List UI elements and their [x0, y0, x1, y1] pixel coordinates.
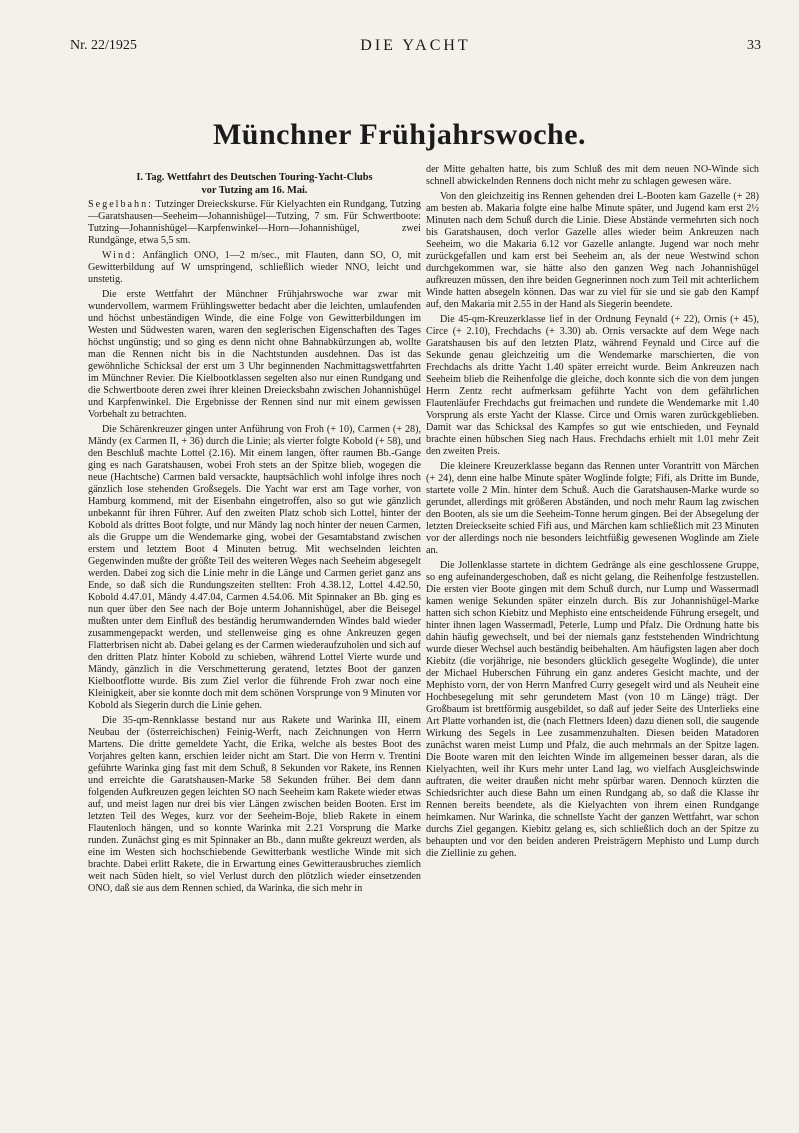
paragraph-continuation: der Mitte gehalten hatte, bis zum Schluß des mit dem neuen NO-Winde sich schnell abwickelnden Rennens doch nicht mehr zu schlagen gewesen wäre.	[426, 164, 759, 187]
wind-text: Anfänglich ONO, 1—2 m/sec., mit Flauten, dann SO, O, mit Gewitterbildung auf W umspringend, schließlich wieder NNO, leicht und unstetig.	[88, 250, 421, 285]
journal-name: DIE YACHT	[360, 37, 471, 54]
issue-number: Nr. 22/1925	[70, 38, 137, 53]
paragraph-45qm-cruiser: Die 45-qm-Kreuzerklasse lief in der Ordnung Feynald (+ 22), Ornis (+ 45), Circe (+ 2.10), Frechdachs (+ 3.30) ab. Ornis versackte auf dem Wege nach Garatshausen bis auf den letzten Platz, während Feynald und Circe auf die Sekunde genau gleichzeitig um die Wendemarke marschierten, die von Frechdachs als dritte Yacht 1.40 später erreicht wurde. Beim Ankreuzen nach Seeheim blieb die Reihenfolge die gleiche, doch konnte sich die von dem jungen Herrn Zentz recht aufmerksam geführte Yacht von dem gefährlichen Flautenläufer Frechdachs gut freimachen und rundete die Wendemarke mit 1.40 Vorsprung als erste Yacht der Klasse. Circe und Ornis waren zurückgeblieben. Damit war das Schicksal des Kampfes so gut wie entschieden, und Feynald brachte einen hübschen Sieg nach Haus. Frechdachs erhielt mit 1.01 mehr Zeit den zweiten Preis.	[426, 314, 759, 457]
running-head	[70, 38, 761, 58]
section-heading-line-2: vor Tutzing am 16. Mai.	[201, 184, 308, 196]
course-label: Segelbahn:	[88, 199, 153, 210]
left-column	[88, 172, 421, 1102]
page-number: 33	[747, 38, 761, 53]
right-column	[426, 164, 759, 1104]
paragraph-intro: Die erste Wettfahrt der Münchner Frühjahrswoche war zwar mit wundervollem, warmem Frühlingswetter bedacht aber die leichten, umlaufenden und höchst unbeständigen Winde, die eine Folge von Gewitterbildungen im Westen und Südwesten waren, waren den seglerischen Eigenschaften des Tages höchst ungünstig; und so ging es denn nicht ohne Bahnabkürzungen ab, wollte man die Rennen nicht bis in die Nachtstunden ausdehnen. Das ist das gewöhnliche Schicksal der erst um 3 Uhr beginnenden Nachmittagswettfahrten im Münchner Revier. Die Kielbootklassen segelten also nur einen Rundgang und die Schwertboote deren zwei ihrer kleinen Dreiecksbahn zwischen Johannishügel und Karpfenwinkel. Die Ergebnisse der Rennen sind nur mit einem gewissen Vorbehalt zu betrachten.	[88, 289, 421, 420]
wind-label: Wind:	[102, 250, 137, 261]
paragraph-course	[88, 199, 421, 247]
section-heading-line-1: I. Tag. Wettfahrt des Deutschen Touring-Yacht-Clubs	[136, 172, 373, 183]
paragraph-l-boats: Von den gleichzeitig ins Rennen gehenden drei L-Booten kam Gazelle (+ 28) am besten ab. Makaria folgte eine halbe Minute später, und Jugend kam erst 2½ Minuten nach dem Schuß durch die Linie. Diese Abstände vermehrten sich noch bis Garatshausen, doch verlor Gazelle alles wieder beim Ankreuzen nach Seeheim, wo die Makaria 6.12 vor Gazelle anlangte. Jugend war noch mehr zurückgefallen und kam erst bei Seeheim an, als der neue Westwind schon durchgekommen war, sie hätte also den ganzen Weg nach Johannishügel aufkreuzen müssen, den ihre beiden Gegnerinnen noch zum Teil mit achterlichem Winde hatten absegeln können. Das war zu viel für sie und sie gab den Kampf auf, den Makaria mit 2.55 in der Hand als Siegerin beendete.	[426, 191, 759, 310]
section-heading	[88, 172, 421, 197]
paragraph-dinghy-class: Die Jollenklasse startete in dichtem Gedränge als eine geschlossene Gruppe, so eng aufeinandergeschoben, daß es nicht gelang, die Reihenfolge festzustellen. Die ersten vier Boote gingen mit dem Schuß durch, nur Lump und Wassermadl kamen wenige Sekunden später einzeln durch. Bis zur Johannishügel-Marke hatten sich schon Kiebitz und Mephisto eine entscheidende Führung ersegelt, und hinter ihnen lagen Wassermadl, Peterle, Lump und Pfalz. Die Ordnung hatte bis dahin häufig gewechselt, und bei der niemals ganz feststehenden Windrichtung wurde dieser Wechsel auch beständig beibehalten. Am häufigsten lagen aber doch Kiebitz (die vorjährige, nie besonders glücklich gesegelte Woglinde), die unter der Michael Huberschen Führung ein ganz anderes Gesicht machte, und der Mephisto vorn, der von Herrn Manfred Curry gesegelt wird und als Neuheit eine Hochbesegelung mit sehr gerundetem Mast (von 10 m Länge) trägt. Der Großbaum ist brettförmig ausgebildet, so daß auf jeder Seite des Unterlieks eine Art Platte vorhanden ist, die (nach Flettners Ideen) dazu dienen soll, die saugende Wirkung des Segels in Lee zusammenzuhalten. Diesen beiden Matadoren zunächst waren meist Lump und Pfalz, die auch mehrmals an der Spitze lagen. Die Boote waren mit den leichten Winde im allgemeinen besser daran, als die Kielyachten, weil ihr Kurs mehr unter Land lag, wo vielfach Ausgleichswinde auftraten, die weiter draußen nicht mehr spürbar waren. Dennoch kürzten die Schiedsrichter auch diese Bahn um einen Rundgang ab, so daß die Klasse ihr Rennen bereits beendete, als die Kielyachten von ihrem einen Rundgange heimkamen. Nur Warinka, die schnellste Yacht der ganzen Wettfahrt, war schon durchs Ziel gegangen. Kiebitz gelang es, sich schließlich doch an der Spitze zu behaupten und vor den beiden anderen Preisträgern Mephisto und Lump durch die Ziellinie zu gehen.	[426, 560, 759, 859]
paragraph-wind	[88, 250, 421, 286]
paragraph-small-cruiser: Die kleinere Kreuzerklasse begann das Rennen unter Vorantritt von Märchen (+ 24), denn eine halbe Minute später Woglinde folgte; Fifi, als Dritte im Bunde, startete volle 2 Min. hinter dem Schuß. Auch die Garatshausen-Marke wurde so gerundet, allerdings mit größeren Abständen, und noch mehr Raum lag zwischen den Booten, als sie um die Seeheim-Tonne herum gingen. Bei der Absegelung der letzten Dreieckseite schied Fifi aus, und Märchen kam schließlich mit 23 Minuten vor der allerdings noch nie besonders leichtfüßig gewesenen Woglinde am Ziele an.	[426, 461, 759, 556]
paragraph-35qm-class: Die 35-qm-Rennklasse bestand nur aus Rakete und Warinka III, einem Neubau der (österreichischen) Feinig-Werft, nach Zeichnungen von Herrn Martens. Die dritte gemeldete Yacht, die Erika, welche als bestes Boot des Vorjahres gelten kann, erschien leider nicht am Start. Die von Herrn v. Trentini geführte Warinka ging fast mit dem Schuß, 8 Sekunden vor Rakete, ins Rennen und erreichte die Garatshausen-Marke 58 Sekunden früher. Bei dem dann folgenden Aufkreuzen gegen leichten SO nach Seeheim kam Rakete wieder etwas auf, und meist lagen nur drei bis vier Längen zwischen beiden Booten. Erst im letzten Teil des Weges, kurz vor der Seeheim-Boje, blieb Rakete in einem Flautenloch hängen, und so konnte Warinka mit 2.21 Vorsprung die Marke runden. Zunächst ging es mit Spinnaker an Bb., dann mußte gekreuzt werden, als eine im Westen sich hochschiebende Gewitterbank westliche Winde mit sich brachte. Dabei erlitt Rakete, die in Erwartung eines Gewitterausbruches ziemlich weit nach Süden hielt, so viel Verlust durch den plötzlich wieder einsetzenden ONO, daß sie aus dem Rennen schied, da Warinka, die sich mehr in	[88, 715, 421, 894]
paragraph-schaerenkreuzer: Die Schärenkreuzer gingen unter Anführung von Froh (+ 10), Carmen (+ 28), Mändy (ex Carmen II, + 36) durch die Linie; als vierter folgte Kobold (+ 58), und den Beschluß machte Lottel (2.16). Mit einem langen, öfter raumen Bb.-Gange ging es nach Garatshausen, wobei Froh stets an der Spitze blieb, wogegen die neue (Hachtsche) Carmen bald versackte, hauptsächlich wohl infolge ihres noch gänzlich lose stehenden Großsegels. Die Yacht war erst am Tage vorher, von Hamburg kommend, mit der Eisenbahn eingetroffen, also so gut wie gänzlich unbekannt für ihren Führer. Auf den zweiten Platz schob sich Lottel, hinter der Kobold als drittes Boot folgte, und nur Mändy lag noch hinter der neuen Carmen, als die Gruppe um die Wendemarke ging, wobei der Gesamtabstand zwischen erstem und letztem Boot 4 Minuten betrug. Mit wechselnden leichten Gegenwinden mußte der größte Teil des weiteren Weges nach Seeheim abgesegelt werden. Dabei zog sich die Linie mehr in die Länge und Carmen geriet ganz ans Ende, so daß sich die Rundungszeiten stellten: Froh 4.38.12, Lottel 4.42.50, Kobold 4.47.01, Mändy 4.47.04, Carmen 4.54.06. Mit Spinnaker an Bb. ging es nun quer über den See nach der Boje unterm Johannishügel, aber die Beisegel mußten unter dem Einfluß des beständig herumwandernden Windes bald wieder zusammengepackt werden, und stellenweise ging es ohne Ankreuzen gegen Flatterbrisen nicht ab. Dabei gelang es der Carmen wiederaufzuholen und sich auf den dritten Platz hinter Kobold zu schieben, während Lottel Vierte wurde und Mändy, gänzlich in die Verschmetterung geratend, letztes Boot der ganzen Kielbootflotte wurde. Bis zum Ziel verlor die führende Froh zwar noch eine Kleinigkeit, aber sie konnte doch mit dem schönen Vorsprunge von 9 Minuten vor Kobold als Siegerin durch die Linie gehen.	[88, 424, 421, 711]
course-text: Tutzinger Dreieckskurse. Für Kielyachten ein Rundgang, Tutzing—Garatshausen—Seeheim—Johannishügel—Tutzing, 7 sm. Für Schwertboote: Tutzing—Johannishügel—Karpfenwinkel—Horn—Johannishügel, zwei Rundgänge, etwa 5,5 sm.	[88, 199, 421, 246]
article-title: Münchner Frühjahrswoche.	[212, 118, 587, 151]
